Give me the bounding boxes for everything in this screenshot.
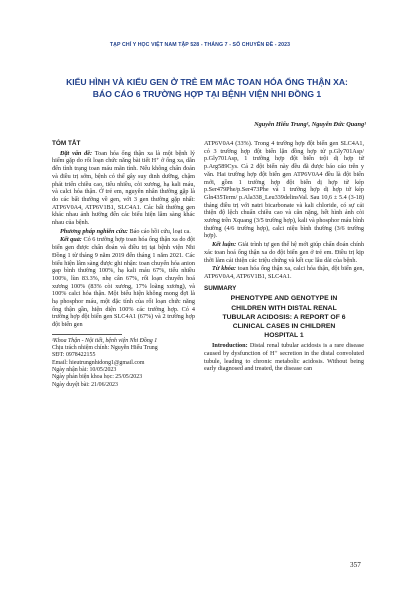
english-intro-label: Introduction:	[212, 342, 248, 350]
footnote-phone: SĐT: 0978422155	[52, 352, 96, 359]
results-continued: ATP6V0A4 (33%). Trong 4 trường hợp đột biến gen SLC4A1, có 3 trường hợp đột biến lặn đồng hợp tử p.Gly701Asp/ p.Gly701Asp, 1 trường hợp đột biến trội dị hợp tử p.Arg589Cys. Cả 2 đột biến này đều đã được báo cáo trên y văn. Hai trường hợp đột biến gen ATP6V0A4 đều là đột biến mới, gồm 1 trường hợp đột biến dị hợp tử kép p.Ser479Phe/p.Ser473Phe và 1 trường hợp dị hợp tử kép Gln435Term/ p.Ala338_Leu339delinsVal. Sau 10,6 ± 5.4 (3-18) tháng điều trị với natri bicarbonate và kali chloride, có sự cải thiện độ lệch chuẩn chiều cao và cân nặng, hết hình ảnh còi xương trên Xquang (3/5 trường hợp), kali và phosphor máu bình thường (4/6 trường hợp), calci niệu bình thường (3/6 trường hợp).	[204, 140, 365, 240]
methods-text: Báo cáo hồi cứu, loạt ca.	[129, 227, 191, 235]
intro-text: Toan hóa ống thận xa là một bệnh lý hiếm gặp do rối loạn chức năng bài tiết H⁺ ở ống xa, dẫn đến tình trạng toan máu mãn tính. Nếu không chẩn đoán và điều trị sớm, bệnh có thể gây suy dinh dưỡng, chậm phát triển chiều cao, tiểu nhiều, còi xương, hạ kali máu, và calci hóa thận. Ở trẻ em, nguyên nhân thường gặp là do các bất thường về gen, với 3 gen thường gặp nhất: ATP6V0A4, ATP6V1B1, SLC4A1. Các bất thường gen khác nhau ảnh hưởng đến các biểu hiện lâm sàng khác nhau của bệnh.	[52, 149, 196, 227]
footnote-reviewed: Ngày phản biện khoa học: 25/05/2023	[52, 374, 143, 381]
authors: Nguyễn Hiếu Trung¹, Nguyễn Đức Quang¹	[254, 121, 366, 128]
english-title-line-4: CLINICAL CASES IN CHILDREN	[232, 322, 336, 330]
english-title-line-3: TUBULAR ACIDOSIS: A REPORT OF 6	[222, 313, 346, 321]
title-line-1: KIỂU HÌNH VÀ KIỂU GEN Ở TRẺ EM MẮC TOAN HÓA ỐNG THẬN XA:	[66, 77, 348, 87]
summary-heading: SUMMARY	[204, 284, 237, 292]
left-column	[52, 140, 195, 389]
conclusion-label: Kết luận:	[212, 241, 237, 249]
english-title-line-1: PHENOTYPE AND GENOTYPE IN	[230, 295, 338, 303]
keywords-text: toan hóa ống thận xa, calci hóa thận, đột biến gen, ATP6V0A4, ATP6V1B1, SLC4A1.	[204, 265, 365, 280]
english-title-line-2: CHILDREN WITH DISTAL RENAL	[231, 304, 337, 312]
right-column	[204, 140, 364, 374]
results-label: Kết quả:	[60, 236, 82, 244]
footnote-divider	[52, 334, 122, 335]
english-intro-paragraph	[204, 342, 364, 373]
footnote-email: Email: hieutrungnhidong1@gmail.com	[52, 359, 145, 366]
footnote-received: Ngày nhận bài: 10/05/2023	[52, 367, 117, 374]
intro-label: Đặt vấn đề:	[60, 149, 93, 157]
conclusion-paragraph	[204, 241, 364, 264]
footnote-accepted: Ngày duyệt bài: 21/06/2023	[52, 381, 118, 388]
results-paragraph	[52, 236, 195, 328]
keywords-paragraph	[204, 265, 364, 280]
footnote-affiliation: ¹Khoa Thận - Nội tiết, bệnh viện Nhi Đồng 1	[52, 337, 158, 344]
english-intro-text: Distal renal tubular acidosis is a rare disease caused by dysfunction of H⁺ secretion in the distal convoluted tubule, leading to chronic metabolic acidosis. Without being early diagnosed and treated, the disease can	[204, 342, 364, 373]
conclusion-text: Giải trình tự gen thế hệ mới giúp chẩn đoán chính xác toan hoá ống thận xa do đột biến gen ở trẻ em. Điều trị kịp thời làm cải thiện các triệu chứng và kết cục lâu dài của bệnh.	[204, 241, 364, 264]
footnote-corresponding: Chịu trách nhiệm chính: Nguyễn Hiếu Trung	[52, 345, 158, 352]
methods-label: Phương pháp nghiên cứu:	[60, 227, 128, 235]
article-title	[52, 76, 362, 100]
english-title-line-5: HOSPITAL 1	[264, 332, 304, 340]
results-text: Có 6 trường hợp toan hóa ống thận xa do đột biến gen được chẩn đoán và điều trị tại bệnh viện Nhi Đồng 1 từ tháng 9 năm 2019 đến tháng 1 năm 2021. Các biểu hiện lâm sàng được ghi nhận: toan chuyển hóa anion gap bình thường 100%, hạ kali máu 67%, tiểu nhiều 100%, lùn 83.3%, nhẹ cân 67%, rối loạn chuyển hoá xương 100% (83% còi xương, 17% loãng xương), và 100% calci hóa thận. Một biểu hiện không mong đợi là hạ phosphor máu, một đặc tính của rối loạn chức năng ống thận gần, hiện diện 100% các trường hợp. Có 4 trường hợp đột biến gen SLC4A1 (67%) và 2 trường hợp đột biến gen	[52, 236, 195, 329]
journal-header: TẠP CHÍ Y HỌC VIỆT NAM TẬP 528 - THÁNG 7 - SỐ CHUYÊN ĐỀ - 2023	[109, 42, 291, 48]
page-number: 357	[350, 561, 361, 569]
title-line-2: BÁO CÁO 6 TRƯỜNG HỢP TẠI BỆNH VIỆN NHI ĐỒNG 1	[92, 89, 322, 99]
intro-paragraph	[52, 150, 195, 227]
english-title	[204, 294, 364, 340]
methods-paragraph	[52, 228, 195, 236]
abstract-heading: TÓM TẮT	[52, 140, 81, 147]
keywords-label: Từ khóa:	[212, 265, 237, 273]
